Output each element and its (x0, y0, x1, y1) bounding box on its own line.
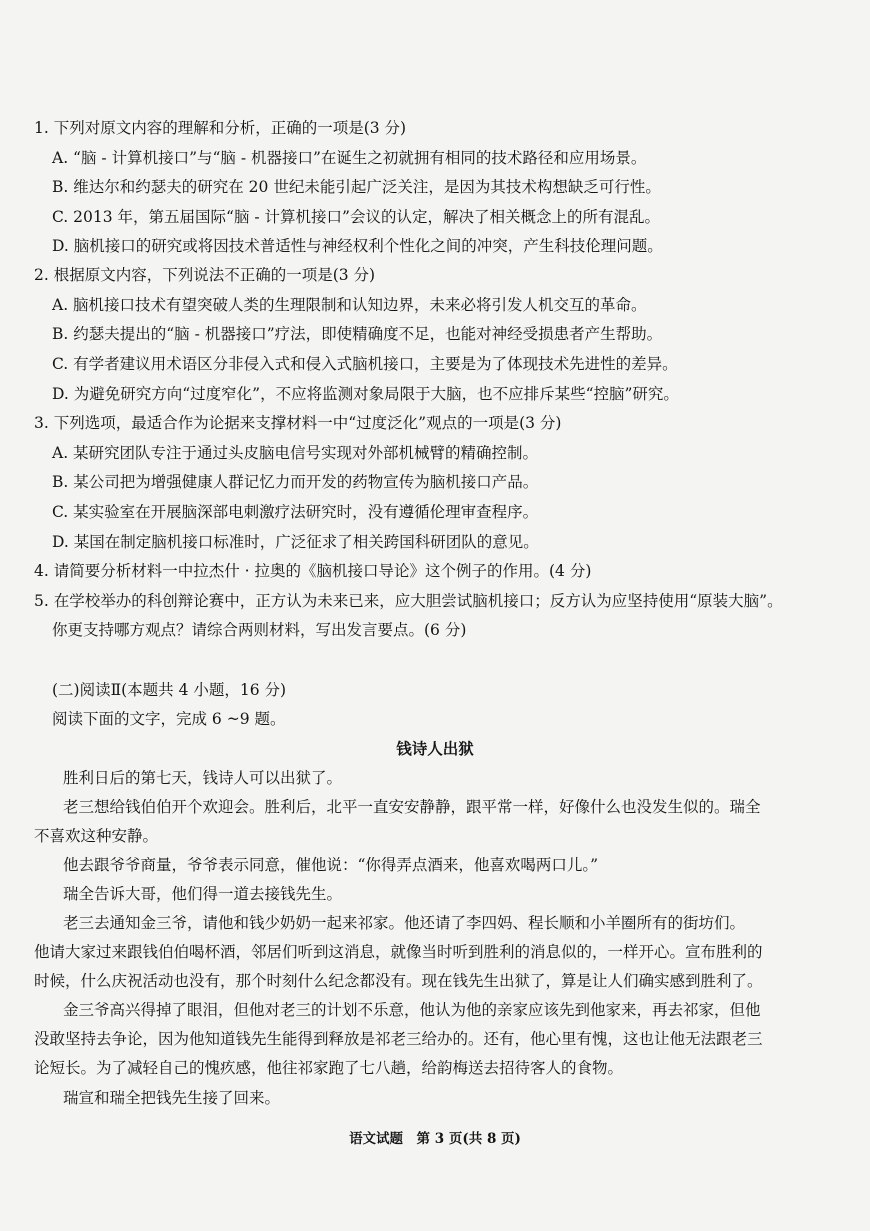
question-2-option-b: B. 约瑟夫提出的“脑 - 机器接口”疗法，即使精确度不足，也能对神经受损患者产生帮助。 (52, 325, 663, 343)
section-2-heading: (二)阅读Ⅱ(本题共 4 小题，16 分) (52, 681, 287, 699)
question-1-option-b: B. 维达尔和约瑟夫的研究在 20 世纪未能引起广泛关注，是因为其技术构想缺乏可行性。 (52, 178, 661, 196)
story-line: 老三想给钱伯伯开个欢迎会。胜利后，北平一直安安静静，跟平常一样，好像什么也没发生似的。瑞全 (63, 798, 761, 816)
story-line: 论短长。为了减轻自己的愧疚感，他往祁家跑了七八趟，给韵梅送去招待客人的食物。 (34, 1059, 624, 1077)
question-4-stem: 4. 请简要分析材料一中拉杰什 · 拉奥的《脑机接口导论》这个例子的作用。(4 分) (34, 562, 592, 580)
story-line: 他去跟爷爷商量，爷爷表示同意，催他说：“你得弄点酒来，他喜欢喝两口儿。” (63, 856, 599, 874)
page-footer: 语文试题 第 3 页(共 8 页) (349, 1131, 521, 1147)
story-line: 胜利日后的第七天，钱诗人可以出狱了。 (63, 769, 343, 787)
story-line: 瑞全告诉大哥，他们得一道去接钱先生。 (63, 885, 343, 903)
question-2-stem: 2. 根据原文内容，下列说法不正确的一项是(3 分) (34, 266, 376, 284)
question-3-stem: 3. 下列选项，最适合作为论据来支撑材料一中“过度泛化”观点的一项是(3 分) (34, 414, 562, 432)
question-5-continuation: 你更支持哪方观点？请综合两则材料，写出发言要点。(6 分) (52, 621, 467, 639)
question-1-option-d: D. 脑机接口的研究或将因技术普适性与神经权利个性化之间的冲突，产生科技伦理问题。 (52, 237, 663, 255)
section-2-instruction: 阅读下面的文字，完成 6 ~9 题。 (52, 710, 286, 728)
question-1-option-a: A. “脑 - 计算机接口”与“脑 - 机器接口”在诞生之初就拥有相同的技术路径和应用场景。 (52, 149, 647, 167)
question-3-option-b: B. 某公司把为增强健康人群记忆力而开发的药物宣传为脑机接口产品。 (52, 473, 539, 491)
question-2-option-a: A. 脑机接口技术有望突破人类的生理限制和认知边界，未来必将引发人机交互的革命。 (52, 296, 647, 314)
question-3-option-a: A. 某研究团队专注于通过头皮脑电信号实现对外部机械臂的精确控制。 (52, 444, 539, 462)
story-line: 时候，什么庆祝活动也没有，那个时刻什么纪念都没有。现在钱先生出狱了，算是让人们确实感到胜利了。 (34, 972, 763, 990)
question-3-option-c: C. 某实验室在开展脑深部电刺激疗法研究时，没有遵循伦理审查程序。 (52, 503, 539, 521)
story-line: 金三爷高兴得掉了眼泪，但他对老三的计划不乐意，他认为他的亲家应该先到他家来，再去祁家，但他 (63, 1001, 761, 1019)
story-line: 瑞宣和瑞全把钱先生接了回来。 (63, 1089, 281, 1107)
question-2-option-c: C. 有学者建议用术语区分非侵入式和侵入式脑机接口，主要是为了体现技术先进性的差异。 (52, 355, 678, 373)
story-line: 他请大家过来跟钱伯伯喝杯酒，邻居们听到这消息，就像当时听到胜利的消息似的，一样开心。宣布胜利的 (34, 943, 763, 961)
story-line: 老三去通知金三爷，请他和钱少奶奶一起来祁家。他还请了李四妈、程长顺和小羊圈所有的街坊们。 (63, 914, 746, 932)
story-line: 不喜欢这种安静。 (34, 827, 159, 845)
story-title: 钱诗人出狱 (396, 739, 474, 758)
story-line: 没敢坚持去争论，因为他知道钱先生能得到释放是祁老三给办的。还有，他心里有愧，这也让他无法跟老三 (34, 1030, 763, 1048)
question-3-option-d: D. 某国在制定脑机接口标准时，广泛征求了相关跨国科研团队的意见。 (52, 533, 539, 551)
question-2-option-d: D. 为避免研究方向“过度窄化”，不应将监测对象局限于大脑，也不应排斥某些“控脑”研究。 (52, 385, 679, 403)
question-1-option-c: C. 2013 年，第五届国际“脑 - 计算机接口”会议的认定，解决了相关概念上的所有混乱。 (52, 208, 660, 226)
question-5-stem: 5. 在学校举办的科创辩论赛中，正方认为未来已来，应大胆尝试脑机接口；反方认为应坚持使用“原装大脑”。 (34, 592, 783, 610)
question-1-stem: 1. 下列对原文内容的理解和分析，正确的一项是(3 分) (34, 119, 407, 137)
